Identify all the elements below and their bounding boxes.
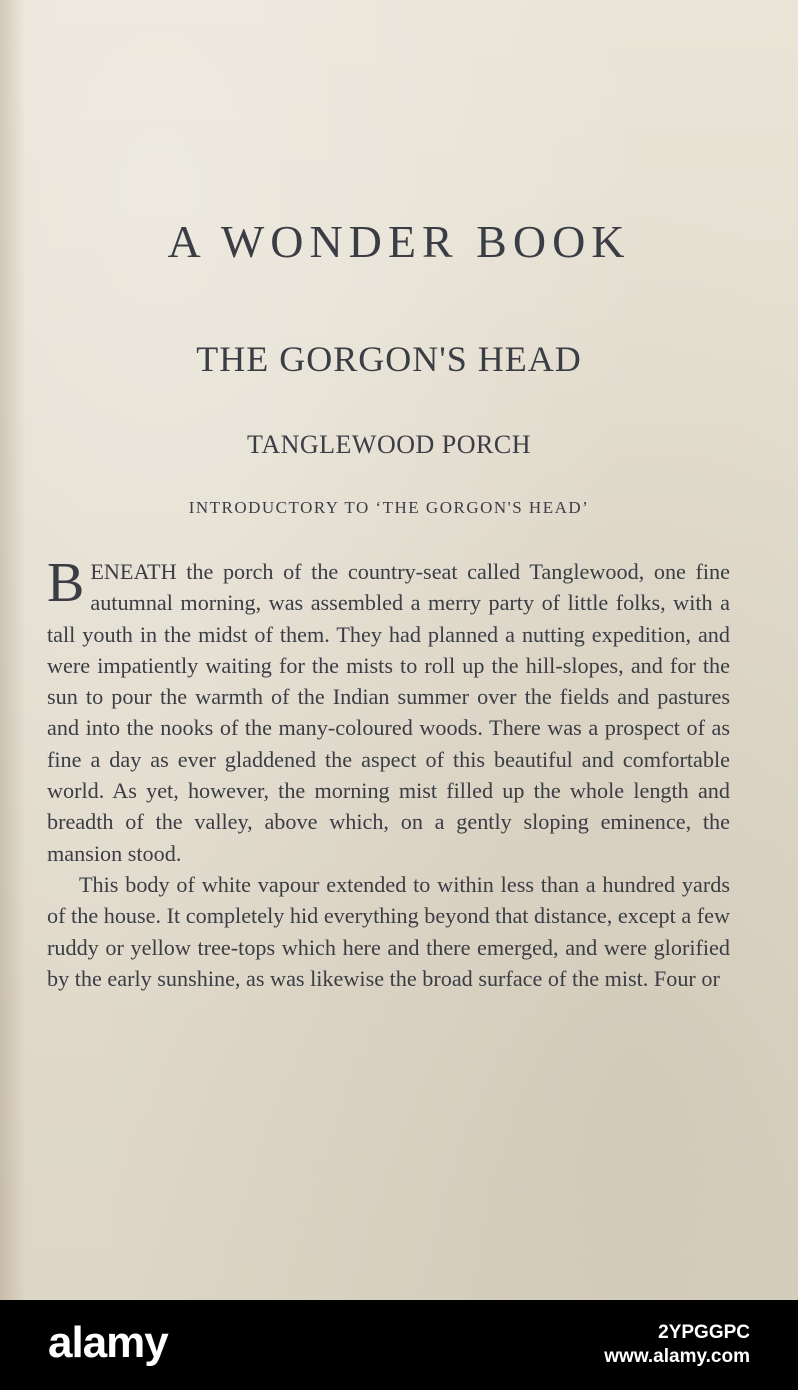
page-edge-shadow xyxy=(0,0,26,1300)
chapter-title: TANGLEWOOD PORCH xyxy=(247,430,531,459)
drop-cap: B xyxy=(47,552,85,614)
paragraph-1 xyxy=(47,552,730,869)
paragraph-2: This body of white vapour extended to within less than a hundred yards of the house. It completely hid everything beyond that distance, except a few ruddy or yellow tree-tops which here and there emerged, and were glorified by the early sunshine, as was likewise the broad surface of the mist. Four or xyxy=(47,871,730,991)
body-text xyxy=(47,552,730,994)
book-title: A WONDER BOOK xyxy=(167,216,631,267)
site-url-label: www.alamy.com xyxy=(604,1346,750,1367)
story-title: THE GORGON'S HEAD xyxy=(196,339,582,379)
alamy-logo: alamy xyxy=(48,1318,168,1367)
intro-line: INTRODUCTORY TO ‘THE GORGON'S HEAD’ xyxy=(188,498,590,517)
paragraph-1-text: ENEATH the porch of the country-seat called Tanglewood, one fine autumnal morning, was assembled a merry party of little folks, with a tall youth in the midst of them. They had planned a nutting expedition, and were impatiently waiting for the mists to roll up the hill-slopes, and for the sun to pour the warmth of the Indian summer over the fields and pastures and into the nooks of the many-coloured woods. There was a prospect of as fine a day as ever gladdened the aspect of this beautiful and comfortable world. As yet, however, the morning mist filled up the whole length and breadth of the valley, above which, on a gently sloping eminence, the mansion stood. xyxy=(47,559,730,866)
image-id-label: 2YPGGPC xyxy=(658,1322,750,1343)
